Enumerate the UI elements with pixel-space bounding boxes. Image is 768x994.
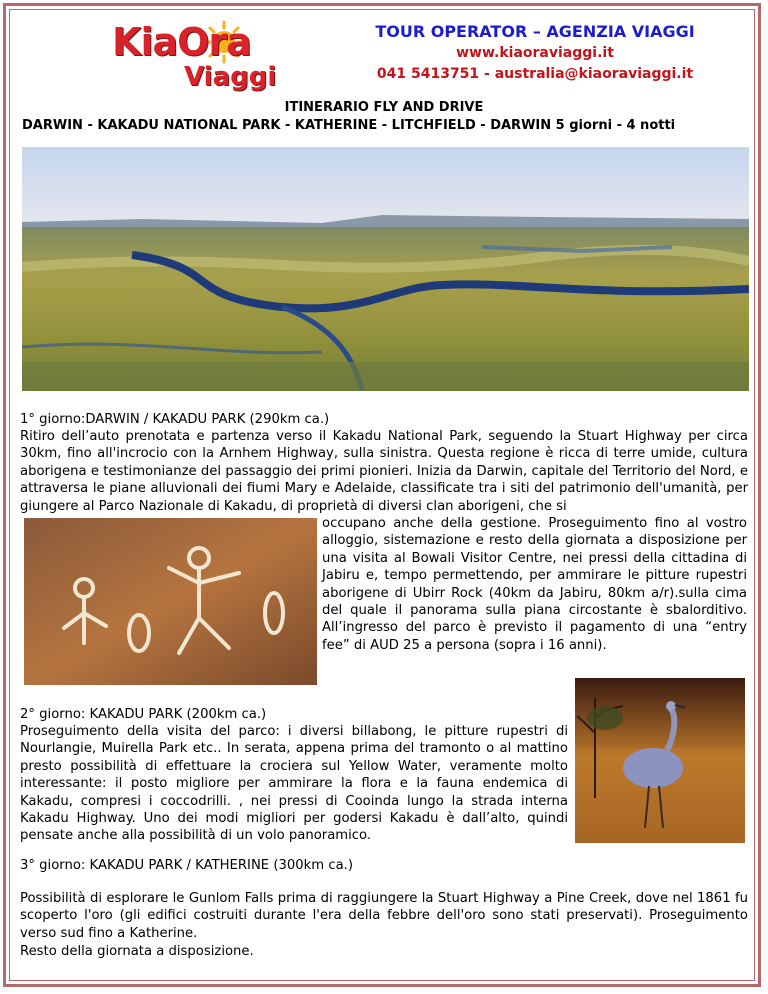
day-2-body: Proseguimento della visita del parco: i diversi billabong, le pitture rupestri di Nourlangie, Muirella Park etc.. In serata, appena prima del tramonto o al mattino presto possibilità di effettuare la crociera sul Yellow Water, veramente molto interessante: il posto migliore per ammirare la flora e la fauna endemica di Kakadu, compresi i coccodrilli. , nei pressi di Cooinda lungo la strada interna Kakadu Highway. Uno dei modi migliori per godersi Kakadu è dall’alto, quindi pensate anche alla possibilità di un volo panoramico. (20, 724, 568, 844)
day-3-title: 3° giorno: KAKADU PARK / KATHERINE (300km ca.) (20, 858, 353, 873)
day-2-title: 2° giorno: KAKADU PARK (200km ca.) (20, 707, 267, 722)
tour-operator-heading: TOUR OPERATOR – AGENZIA VIAGGI (375, 22, 695, 41)
route-subtitle: DARWIN - KAKADU NATIONAL PARK - KATHERINE - LITCHFIELD - DARWIN 5 giorni - 4 notti (22, 118, 676, 133)
day-1-body-continued: occupano anche della gestione. Proseguimento fino al vostro alloggio, sistemazione e resto della giornata a disposizione per una visita al Bowali Visitor Centre, nei pressi della cittadina di Jabiru e, tempo permettendo, per ammirare le pitture rupestri aborigene di Ubirr Rock (40km da Jabiru, 80km a/r).sulla cima del quale il panorama sulla piana circostante è sbalorditivo. All’ingresso del parco è previsto il pagamento di una “entry fee” di AUD 25 a persona (sopra i 16 anni). (322, 516, 747, 653)
rock-art-photo (24, 518, 317, 685)
day-1-body: Ritiro dell’auto prenotata e partenza verso il Kakadu National Park, seguendo la Stuart Highway per circa 30km, fino all'incrocio con la Arnhem Highway, sulla sinistra. Questa regione è ricca di terre umide, cultura aborigena e testimonianze del passaggio dei primi pionieri. Inizia da Darwin, capitale del Territorio del Nord, e attraversa le piane alluvionali dei fiumi Mary e Adelaide, classificate tra i siti del patrimonio dell'umanità, per giungere al Parco Nazionale di Kakadu, di proprietà di diversi clan aborigeni, che si (20, 429, 748, 514)
logo-wordmark: KiaOra (112, 20, 251, 64)
contact-line[interactable]: 041 5413751 - australia@kiaoraviaggi.it (376, 66, 694, 82)
day-1-title: 1° giorno:DARWIN / KAKADU PARK (290km ca.) (20, 412, 330, 427)
kiaora-logo (112, 20, 307, 96)
day-3-body: Possibilità di esplorare le Gunlom Falls prima di raggiungere la Stuart Highway a Pine Creek, dove nel 1861 fu scoperto l'oro (gli edifici costruiti durante l'era della febbre dell'oro sono stati preservati). Proseguimento verso sud fino a Katherine. (20, 891, 748, 941)
itinerary-title: ITINERARIO FLY AND DRIVE (284, 100, 484, 115)
logo-subtitle: Viaggi (184, 62, 277, 92)
day-3-end: Resto della giornata a disposizione. (20, 944, 254, 959)
website-link[interactable]: www.kiaoraviaggi.it (456, 45, 614, 61)
kakadu-wetland-photo (22, 147, 749, 391)
agency-header (315, 22, 755, 82)
brolga-crane-photo (575, 678, 745, 843)
